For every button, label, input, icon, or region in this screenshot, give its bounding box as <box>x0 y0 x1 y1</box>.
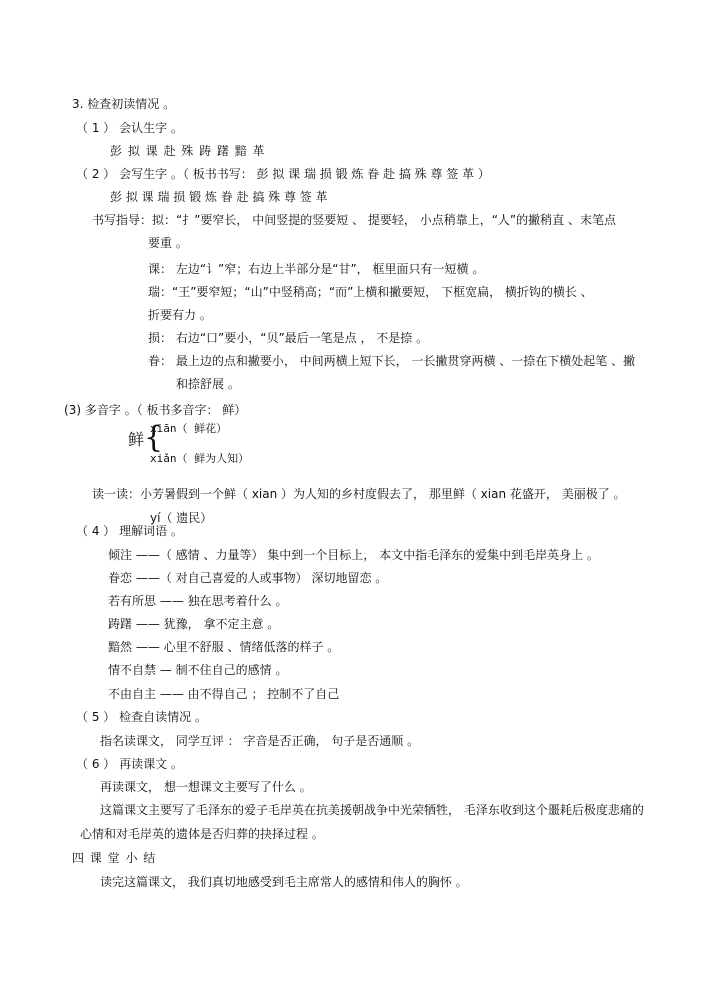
section-3-title: 3. 检查初读情况 。 <box>72 97 176 111</box>
read-aloud-sentence: 小芳暑假到一个鲜（ xian ）为人知的乡村度假去了， 那里鲜（ xian 花盛开， 美丽极了 。 <box>140 487 626 501</box>
subsection-6-heading: （ 6 ） 再读课文 。 <box>76 757 183 771</box>
vocab-item: 若有所思 —— 独在思考着什么 。 <box>108 594 288 608</box>
recognize-chars: 彭 拟 课 赴 殊 踌 躇 黯 革 <box>110 144 266 158</box>
writing-guide-line-1: 书写指导：拟：“扌”要窄长， 中间竖提的竖要短 、 提要轻， 小点稍靠上，“人”的撇稍直 、末笔点 <box>92 213 616 227</box>
read-aloud-yi: yí（ 遗民） <box>150 511 213 525</box>
summary-body: 读完这篇课文， 我们真切地感受到毛主席常人的感情和伟人的胸怀 。 <box>100 875 468 889</box>
polyphone-reading-1 <box>150 420 227 437</box>
vocab-item: 黯然 —— 心里不舒服 、情绪低落的样子 。 <box>108 640 340 654</box>
subsection-1-heading: （ 1 ） 会认生字 。 <box>76 121 183 135</box>
subsection-4-heading: （ 4 ） 理解词语 。 <box>76 524 183 538</box>
summary-heading: 四 课 堂 小 结 <box>72 851 157 865</box>
writing-guide-juan-b: 和捺舒展 。 <box>176 377 240 391</box>
reading-1-text: xiān（ 鲜花） <box>150 422 228 435</box>
polyphone-reading-2 <box>150 450 249 467</box>
writing-guide-ke: 课： 左边“讠”窄；右边上半部分是“甘”， 框里面只有一短横 。 <box>148 262 485 276</box>
writing-guide-rui: 瑞：“王”要窄短；“山”中竖稍高；“而”上横和撇要短， 下框宽扁， 横折钩的横长 、 <box>148 285 593 299</box>
polyphone-heading: (3) 多音字 。（ 板书多音字： 鲜） <box>64 403 247 417</box>
read-aloud-prefix: 读一读： <box>92 487 141 501</box>
subsection-6-body-2: 这篇课文主要写了毛泽东的爱子毛岸英在抗美援朝战争中光荣牺牲， 毛泽东收到这个噩耗后极度悲痛的 <box>100 803 644 817</box>
vocab-item: 踌躇 —— 犹豫， 拿不定主意 。 <box>108 617 280 631</box>
vocab-item: 眷恋 ——（ 对自己喜爱的人或事物） 深切地留恋 。 <box>108 571 388 585</box>
curly-brace-icon: { <box>144 420 164 455</box>
writing-guide-sun: 损： 右边“口”要小，“贝”最后一笔是点 ， 不是捺 。 <box>148 331 429 345</box>
polyphone-char: 鲜 <box>128 430 145 449</box>
vocab-item: 不由自主 —— 由不得自己 ； 控制不了自己 <box>108 687 340 701</box>
writing-guide-juan: 眷： 最上边的点和撇要小， 中间两横上短下长， 一长撇贯穿两横 、一捺在下横处起笔 、撇 <box>148 354 636 368</box>
vocab-item: 情不自禁 — 制不住自己的感情 。 <box>108 663 288 677</box>
writing-guide-line-1b: 要重 。 <box>148 236 188 250</box>
subsection-5-body: 指名读课文， 同学互评 ： 字音是否正确， 句子是否通顺 。 <box>100 734 420 748</box>
write-chars: 彭 拟 课 瑞 损 锻 炼 眷 赴 搞 殊 尊 签 革 <box>110 190 328 204</box>
reading-2-text: xiǎn（ 鲜为人知） <box>150 452 250 465</box>
writing-guide-rui-b: 折要有力 。 <box>148 308 212 322</box>
subsection-5-heading: （ 5 ） 检查自读情况 。 <box>76 710 207 724</box>
vocab-item: 倾注 ——（ 感情 、力量等） 集中到一个目标上， 本文中指毛泽东的爱集中到毛岸英身上 。 <box>108 548 599 562</box>
subsection-6-body-1: 再读课文， 想一想课文主要写了什么 。 <box>100 780 312 794</box>
read-aloud-line <box>92 486 626 502</box>
subsection-2-heading: （ 2 ） 会写生字 。（ 板书书写： 彭 拟 课 瑞 损 锻 炼 眷 赴 搞 殊 尊 签 革 ） <box>76 167 490 181</box>
subsection-6-body-3: 心情和对毛岸英的遗体是否归葬的抉择过程 。 <box>80 827 324 841</box>
